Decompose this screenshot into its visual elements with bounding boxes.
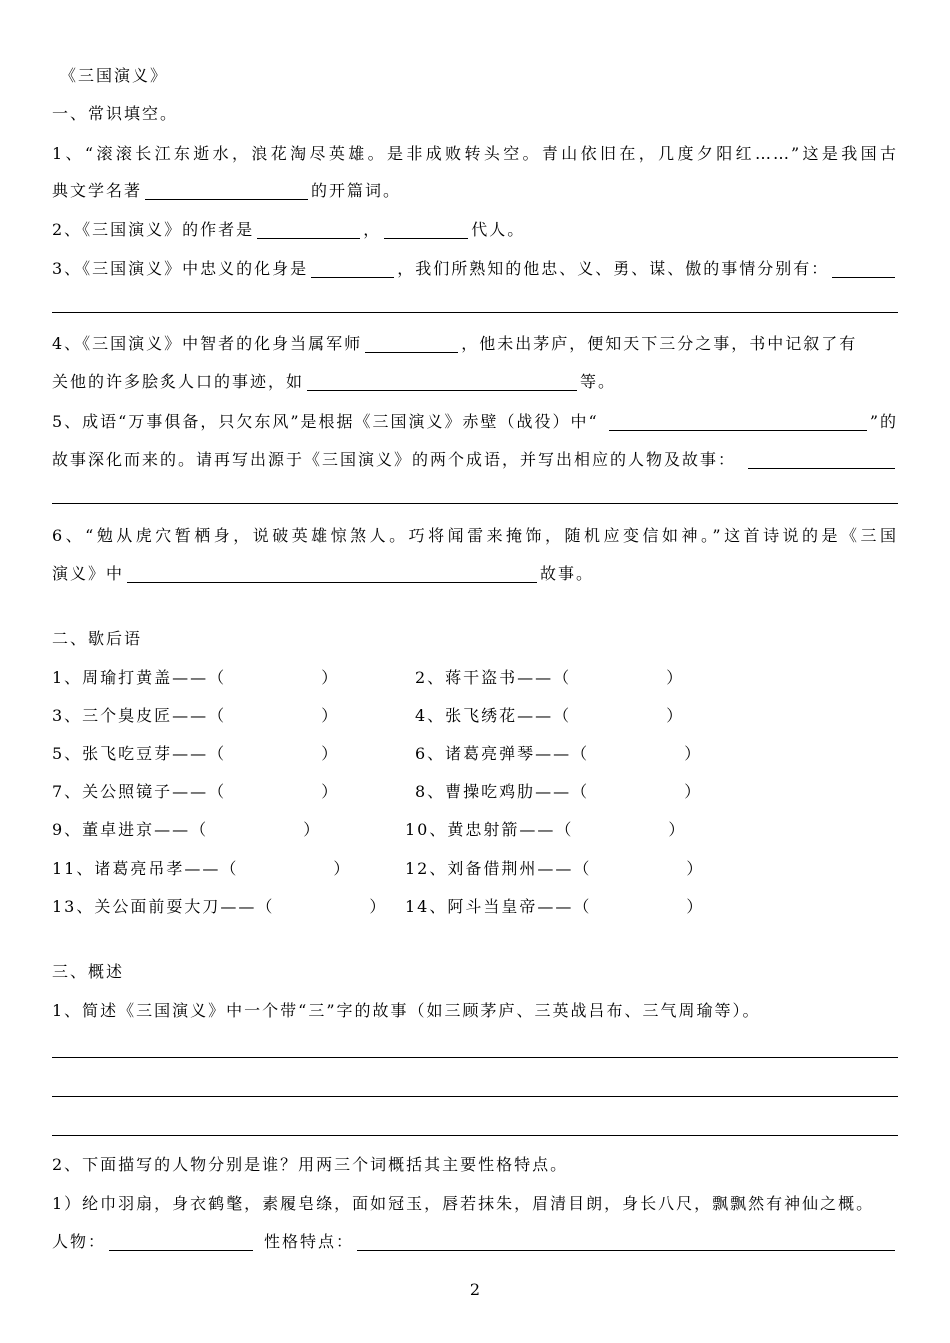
q1-line1: 1、“滚滚长江东逝水，浪花淘尽英雄。是非成败转头空。青山依旧在，几度夕阳红……”这是我国古 bbox=[52, 144, 898, 163]
xiehouyu-item bbox=[52, 819, 321, 841]
q1-line2-text-a: 典文学名著 bbox=[52, 181, 143, 200]
xiehouyu-item bbox=[415, 743, 702, 765]
q4-advisor-blank[interactable] bbox=[365, 334, 458, 353]
q6-text-a: 演义》中 bbox=[52, 564, 125, 583]
xiehouyu-close: ） bbox=[684, 782, 703, 801]
xiehouyu-item bbox=[415, 705, 684, 727]
xiehouyu-item bbox=[405, 858, 704, 880]
page-number: 2 bbox=[469, 1280, 481, 1299]
xiehouyu-label: 11、诸葛亮吊孝——（ bbox=[52, 859, 239, 878]
xiehouyu-label: 13、关公面前耍大刀——（ bbox=[52, 897, 275, 916]
q3-line bbox=[52, 258, 898, 280]
xiehouyu-item bbox=[415, 667, 684, 689]
xiehouyu-item bbox=[52, 781, 339, 803]
xiehouyu-item bbox=[405, 819, 686, 841]
s3-q1-text: 1、简述《三国演义》中一个带“三”字的故事（如三顾茅庐、三英战吕布、三气周瑜等）。 bbox=[52, 1001, 761, 1020]
xiehouyu-answer[interactable] bbox=[238, 862, 333, 880]
q2-author-blank[interactable] bbox=[257, 220, 360, 239]
xiehouyu-label: 2、蒋干盗书——（ bbox=[415, 668, 572, 687]
xiehouyu-answer[interactable] bbox=[591, 900, 686, 918]
xiehouyu-answer[interactable] bbox=[226, 709, 321, 727]
section1-heading: 一、常识填空。 bbox=[52, 104, 179, 123]
xiehouyu-answer[interactable] bbox=[571, 671, 666, 689]
q5-text-b: ”的 bbox=[869, 412, 898, 431]
q4-line2 bbox=[52, 371, 898, 393]
section2-heading: 二、歇后语 bbox=[52, 629, 143, 648]
xiehouyu-item bbox=[405, 896, 704, 918]
s3-q1-answer-line-2[interactable] bbox=[52, 1096, 898, 1097]
xiehouyu-label: 7、关公照镜子——（ bbox=[52, 782, 227, 801]
q4-text-d: 等。 bbox=[580, 372, 617, 391]
xiehouyu-answer[interactable] bbox=[226, 671, 321, 689]
xiehouyu-label: 1、周瑜打黄盖——（ bbox=[52, 668, 227, 687]
q4-stories-blank[interactable] bbox=[307, 372, 577, 391]
q3-answer-line[interactable] bbox=[52, 312, 898, 313]
xiehouyu-answer[interactable] bbox=[591, 862, 686, 880]
q1-answer-blank[interactable] bbox=[145, 181, 308, 200]
q4-text-a: 4、《三国演义》中智者的化身当属军师 bbox=[52, 334, 363, 353]
q6-line1: 6、“勉从虎穴暂栖身，说破英雄惊煞人。巧将闻雷来掩饰，随机应变信如神。”这首诗说的是《三国 bbox=[52, 526, 898, 545]
q3-text-b: ，我们所熟知的他忠、义、勇、谋、傲的事情分别有： bbox=[397, 259, 830, 278]
xiehouyu-close: ） bbox=[686, 897, 705, 916]
xiehouyu-label: 12、刘备借荆州——（ bbox=[405, 859, 592, 878]
trait-label: 性格特点： bbox=[264, 1232, 355, 1251]
xiehouyu-close: ） bbox=[321, 782, 340, 801]
xiehouyu-close: ） bbox=[668, 820, 687, 839]
xiehouyu-close: ） bbox=[321, 668, 340, 687]
xiehouyu-label: 5、张飞吃豆芽——（ bbox=[52, 744, 227, 763]
q6-line2 bbox=[52, 563, 898, 585]
q4-line1 bbox=[52, 333, 898, 355]
xiehouyu-close: ） bbox=[684, 744, 703, 763]
xiehouyu-close: ） bbox=[686, 859, 705, 878]
q5-text-c: 故事深化而来的。请再写出源于《三国演义》的两个成语，并写出相应的人物及故事： bbox=[52, 450, 737, 469]
s3-q2-1-answer-row bbox=[52, 1231, 898, 1253]
xiehouyu-item bbox=[415, 781, 702, 803]
xiehouyu-answer[interactable] bbox=[226, 785, 321, 803]
q2-dynasty-blank[interactable] bbox=[384, 220, 468, 239]
q4-text-b: ，他未出茅庐，便知天下三分之事，书中记叙了有 bbox=[461, 334, 858, 353]
q2-line bbox=[52, 219, 898, 241]
xiehouyu-close: ） bbox=[333, 859, 352, 878]
xiehouyu-answer[interactable] bbox=[589, 747, 684, 765]
q5-story-blank[interactable] bbox=[609, 412, 867, 431]
xiehouyu-label: 14、阿斗当皇帝——（ bbox=[405, 897, 592, 916]
xiehouyu-label: 8、曹操吃鸡肋——（ bbox=[415, 782, 590, 801]
q1-line2-text-b: 的开篇词。 bbox=[311, 181, 402, 200]
xiehouyu-answer[interactable] bbox=[208, 823, 303, 841]
s3-q2-text: 2、下面描写的人物分别是谁？用两三个词概括其主要性格特点。 bbox=[52, 1155, 569, 1174]
q6-text-b: 故事。 bbox=[540, 564, 595, 583]
xiehouyu-answer[interactable] bbox=[226, 747, 321, 765]
xiehouyu-answer[interactable] bbox=[274, 900, 369, 918]
q5-line2 bbox=[52, 449, 898, 471]
q3-text-a: 3、《三国演义》中忠义的化身是 bbox=[52, 259, 309, 278]
s3-q1-answer-line-1[interactable] bbox=[52, 1057, 898, 1058]
person-label: 人物： bbox=[52, 1232, 107, 1251]
q6-story-blank[interactable] bbox=[127, 564, 537, 583]
q2-text-c: 代人。 bbox=[471, 220, 526, 239]
q2-text-a: 2、《三国演义》的作者是 bbox=[52, 220, 255, 239]
xiehouyu-item bbox=[52, 743, 339, 765]
q1-line2 bbox=[52, 180, 898, 202]
s3-q2-1-text: 1）纶巾羽扇，身衣鹤氅，素履皂绦，面如冠玉，唇若抹朱，眉清目朗，身长八尺，飘飘然有神仙之概。 bbox=[52, 1194, 875, 1213]
xiehouyu-close: ） bbox=[369, 897, 388, 916]
xiehouyu-item bbox=[52, 667, 339, 689]
xiehouyu-item bbox=[52, 858, 351, 880]
trait-blank[interactable] bbox=[357, 1232, 895, 1251]
xiehouyu-close: ） bbox=[303, 820, 322, 839]
q5-answer-line[interactable] bbox=[52, 503, 898, 504]
xiehouyu-answer[interactable] bbox=[589, 785, 684, 803]
xiehouyu-label: 9、董卓进京——（ bbox=[52, 820, 209, 839]
person-blank[interactable] bbox=[109, 1232, 253, 1251]
q3-stories-blank[interactable] bbox=[832, 259, 895, 278]
section3-heading: 三、概述 bbox=[52, 962, 125, 981]
xiehouyu-item bbox=[52, 896, 387, 918]
xiehouyu-answer[interactable] bbox=[571, 709, 666, 727]
q5-line1 bbox=[52, 411, 898, 433]
q4-text-c: 关他的许多脍炙人口的事迹，如 bbox=[52, 372, 305, 391]
q5-idioms-blank[interactable] bbox=[748, 450, 895, 469]
doc-title: 《三国演义》 bbox=[60, 66, 169, 85]
xiehouyu-close: ） bbox=[666, 668, 685, 687]
s3-q1-answer-line-3[interactable] bbox=[52, 1135, 898, 1136]
q5-text-a: 5、成语“万事俱备，只欠东风”是根据《三国演义》赤壁（战役）中“ bbox=[52, 412, 599, 431]
xiehouyu-close: ） bbox=[666, 706, 685, 725]
q2-text-b: ， bbox=[363, 220, 382, 239]
xiehouyu-item bbox=[52, 705, 339, 727]
xiehouyu-answer[interactable] bbox=[573, 823, 668, 841]
xiehouyu-label: 3、三个臭皮匠——（ bbox=[52, 706, 227, 725]
xiehouyu-close: ） bbox=[321, 706, 340, 725]
xiehouyu-label: 6、诸葛亮弹琴——（ bbox=[415, 744, 590, 763]
xiehouyu-close: ） bbox=[321, 744, 340, 763]
xiehouyu-label: 4、张飞绣花——（ bbox=[415, 706, 572, 725]
xiehouyu-label: 10、黄忠射箭——（ bbox=[405, 820, 574, 839]
q3-person-blank[interactable] bbox=[311, 259, 394, 278]
